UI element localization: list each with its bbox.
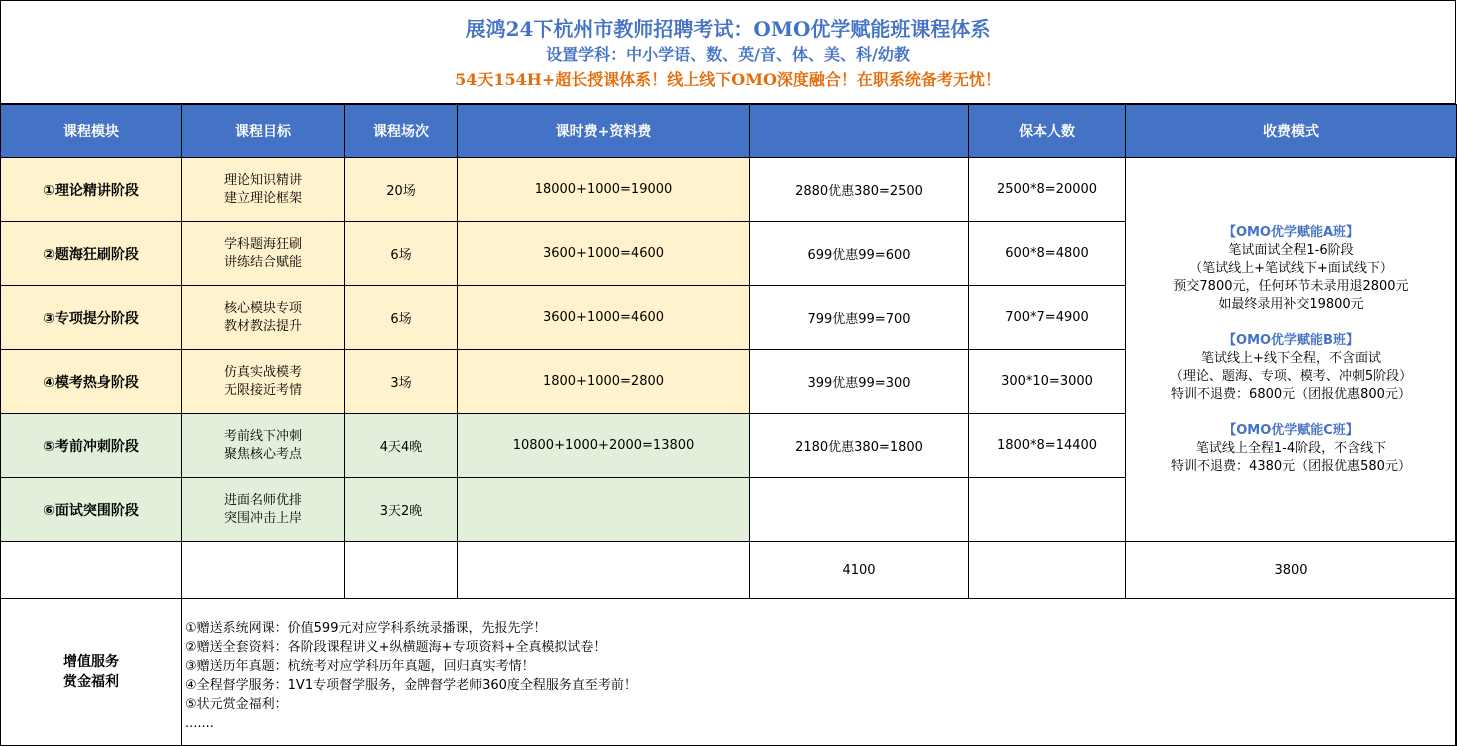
class-c-line: 特训不退费：4380元（团报优惠580元） <box>1171 458 1411 474</box>
fee-cell: 10800+1000+2000=13800 <box>458 414 750 478</box>
header-row <box>1 105 1457 158</box>
discount-cell: 699优惠99=600 <box>750 222 969 286</box>
class-b-line: 特训不退费：6800元（团报优惠800元） <box>1171 386 1411 402</box>
col-header-sessions: 课程场次 <box>345 105 458 158</box>
goal-cell <box>182 350 345 414</box>
breakeven-cell: 1800*8=14400 <box>969 414 1126 478</box>
goal-line: 考前线下冲刺 <box>223 428 302 444</box>
module-cell: ⑤考前冲刺阶段 <box>1 414 182 478</box>
service-item: ③赠送历年真题：杭统考对应学科历年真题，回归真实考情！ <box>185 659 535 674</box>
module-cell: ③专项提分阶段 <box>1 286 182 350</box>
goal-line: 无限接近考情 <box>223 382 302 398</box>
sessions-cell: 3天2晚 <box>345 478 458 542</box>
goal-line: 聚焦核心考点 <box>223 446 302 462</box>
goal-line: 讲练结合赋能 <box>223 254 302 270</box>
service-item: ⑤状元赏金福利： <box>185 697 288 712</box>
fee-mode-cell <box>1126 158 1457 542</box>
goal-line: 理论知识精讲 <box>223 172 302 188</box>
goal-cell <box>182 478 345 542</box>
col-header-fee-mode: 收费模式 <box>1126 105 1457 158</box>
class-b-line: 笔试线上+线下全程，不含面试 <box>1201 350 1381 366</box>
services-label <box>1 599 182 746</box>
totals-row <box>1 542 1457 599</box>
goal-line: 学科题海狂刷 <box>223 236 302 252</box>
class-a-line: 如最终录用补交19800元 <box>1218 296 1364 312</box>
services-label-line: 增值服务 <box>63 654 119 670</box>
table-row <box>1 158 1457 222</box>
fee-cell: 3600+1000=4600 <box>458 222 750 286</box>
empty-cell <box>345 542 458 599</box>
col-header-fee: 课时费+资料费 <box>458 105 750 158</box>
breakeven-cell: 300*10=3000 <box>969 350 1126 414</box>
class-b-line: （理论、题海、专项、模考、冲刺5阶段） <box>1169 368 1413 384</box>
service-item: ....... <box>185 716 214 731</box>
empty-cell <box>182 542 345 599</box>
fee-cell: 1800+1000=2800 <box>458 350 750 414</box>
breakeven-cell: 2500*8=20000 <box>969 158 1126 222</box>
empty-cell <box>969 542 1126 599</box>
goal-cell <box>182 286 345 350</box>
sessions-cell: 4天4晚 <box>345 414 458 478</box>
goal-line: 核心模块专项 <box>223 300 302 316</box>
col-header-discount <box>750 105 969 158</box>
goal-line: 仿真实战模考 <box>223 364 302 380</box>
module-cell: ⑥面试突围阶段 <box>1 478 182 542</box>
breakeven-cell: 700*7=4900 <box>969 286 1126 350</box>
page-title: 展鸿24下杭州市教师招聘考试：OMO优学赋能班课程体系 <box>465 17 991 41</box>
slogan-line: 54天154H+超长授课体系！线上线下OMO深度融合！在职系统备考无忧！ <box>455 70 1001 89</box>
breakeven-cell: 600*8=4800 <box>969 222 1126 286</box>
service-item: ②赠送全套资料：各阶段课程讲义+纵横题海+专项资料+全真模拟试卷！ <box>185 640 607 655</box>
goal-cell <box>182 158 345 222</box>
class-a-title: 【OMO优学赋能A班】 <box>1222 224 1360 240</box>
empty-cell <box>458 542 750 599</box>
services-label-line: 赏金福利 <box>63 674 119 690</box>
fee-total: 3800 <box>1126 542 1457 599</box>
services-row <box>1 599 1457 746</box>
spacer <box>1126 404 1456 422</box>
class-a-line: （笔试线上+笔试线下+面试线下） <box>1189 260 1393 276</box>
service-item: ④全程督学服务：1V1专项督学服务，金牌督学老师360度全程服务直至考前！ <box>185 678 637 693</box>
goal-line: 教材教法提升 <box>223 318 302 334</box>
module-cell: ①理论精讲阶段 <box>1 158 182 222</box>
discount-cell <box>750 478 969 542</box>
goal-line: 建立理论框架 <box>223 190 302 206</box>
col-header-goal: 课程目标 <box>182 105 345 158</box>
goal-line: 进面名师优排 <box>223 492 302 508</box>
goal-line: 突围冲击上岸 <box>223 510 302 526</box>
discount-cell: 2880优惠380=2500 <box>750 158 969 222</box>
empty-cell <box>1 542 182 599</box>
goal-cell <box>182 414 345 478</box>
class-c-line: 笔试线上全程1-4阶段，不含线下 <box>1195 440 1387 456</box>
col-header-breakeven: 保本人数 <box>969 105 1126 158</box>
fee-cell: 18000+1000=19000 <box>458 158 750 222</box>
fee-cell: 3600+1000=4600 <box>458 286 750 350</box>
discount-total: 4100 <box>750 542 969 599</box>
sessions-cell: 20场 <box>345 158 458 222</box>
module-cell: ④模考热身阶段 <box>1 350 182 414</box>
class-c-title: 【OMO优学赋能C班】 <box>1223 422 1359 438</box>
class-a-line: 预交7800元，任何环节未录用退2800元 <box>1173 278 1409 294</box>
service-item: ①赠送系统网课：价值599元对应学科系统录播课，先报先学！ <box>185 621 547 636</box>
discount-cell: 799优惠99=700 <box>750 286 969 350</box>
services-list <box>182 599 1457 746</box>
discount-cell: 399优惠99=300 <box>750 350 969 414</box>
subjects-line: 设置学科：中小学语、数、英/音、体、美、科/幼教 <box>546 45 910 64</box>
sessions-cell: 6场 <box>345 222 458 286</box>
title-block <box>1 1 1455 104</box>
course-table <box>0 104 1457 746</box>
breakeven-cell <box>969 478 1126 542</box>
col-header-module: 课程模块 <box>1 105 182 158</box>
class-a-line: 笔试面试全程1-6阶段 <box>1228 242 1354 258</box>
module-cell: ②题海狂刷阶段 <box>1 222 182 286</box>
spacer <box>1126 314 1456 332</box>
sessions-cell: 6场 <box>345 286 458 350</box>
sessions-cell: 3场 <box>345 350 458 414</box>
discount-cell: 2180优惠380=1800 <box>750 414 969 478</box>
class-b-title: 【OMO优学赋能B班】 <box>1223 332 1359 348</box>
goal-cell <box>182 222 345 286</box>
fee-cell <box>458 478 750 542</box>
